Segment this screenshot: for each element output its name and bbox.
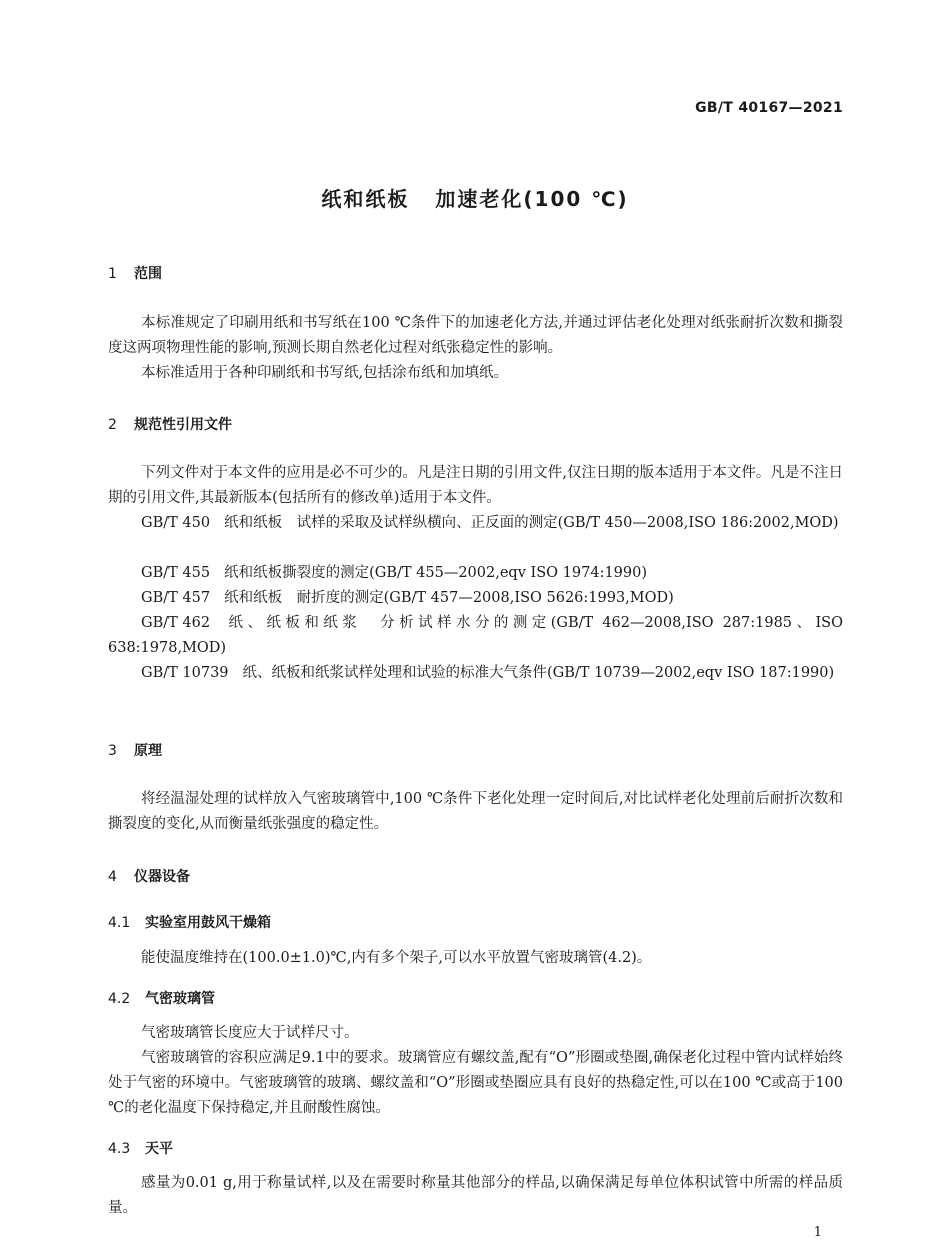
reference-code: GB/T 450 (141, 515, 211, 531)
section-title: 原理 (134, 743, 162, 759)
section-2-heading (108, 414, 232, 434)
reference-item (108, 561, 843, 586)
standard-number-header: GB/T 40167—2021 (695, 100, 843, 116)
subsection-4-2-heading (108, 988, 215, 1008)
reference-code: GB/T 455 (141, 565, 211, 581)
reference-text: 纸和纸板 耐折度的测定(GB/T 457—2008,ISO 5626:1993,MOD) (224, 590, 674, 606)
subsection-title: 气密玻璃管 (145, 991, 215, 1007)
reference-code: GB/T 457 (141, 590, 211, 606)
section-title: 范围 (134, 266, 162, 282)
section-3-paragraph-1: 将经温湿处理的试样放入气密玻璃管中,100 ℃条件下老化处理一定时间后,对比试样老化处理前后耐折次数和撕裂度的变化,从而衡量纸张强度的稳定性。 (108, 791, 843, 832)
section-4-heading (108, 866, 190, 886)
subsection-4-3-heading (108, 1138, 173, 1158)
subsection-4-1-heading (108, 912, 271, 932)
reference-text: 纸和纸板 试样的采取及试样纵横向、正反面的测定(GB/T 450—2008,ISO 186:2002,MOD) (224, 515, 839, 531)
subsection-number: 4.1 (108, 915, 131, 931)
section-number: 3 (108, 743, 117, 759)
section-1-heading (108, 263, 162, 283)
section-number: 2 (108, 417, 117, 433)
section-title: 规范性引用文件 (134, 417, 232, 433)
reference-item (108, 611, 843, 661)
title-part-1: 纸和纸板 (321, 187, 410, 211)
subsection-number: 4.2 (108, 991, 131, 1007)
reference-item (108, 661, 843, 686)
reference-text: 纸和纸板撕裂度的测定(GB/T 455—2002,eqv ISO 1974:1990) (224, 565, 648, 581)
section-1-paragraph-2: 本标准适用于各种印刷纸和书写纸,包括涂布纸和加填纸。 (141, 365, 509, 381)
reference-text: 纸、纸板和纸浆 分析试样水分的测定(GB/T 462—2008,ISO 287:1985、ISO 638:1978,MOD) (108, 615, 843, 656)
reference-code: GB/T 10739 (141, 665, 229, 681)
section-number: 1 (108, 266, 117, 282)
section-title: 仪器设备 (134, 869, 190, 885)
subsection-4-3-paragraph: 感量为0.01 g,用于称量试样,以及在需要时称量其他部分的样品,以确保满足每单位体积试管中所需的样品质量。 (108, 1175, 843, 1216)
reference-code: GB/T 462 (141, 615, 211, 631)
section-number: 4 (108, 869, 117, 885)
section-1-paragraph-1: 本标准规定了印刷用纸和书写纸在100 ℃条件下的加速老化方法,并通过评估老化处理对纸张耐折次数和撕裂度这两项物理性能的影响,预测长期自然老化过程对纸张稳定性的影响。 (108, 315, 843, 356)
section-2-paragraph-1: 下列文件对于本文件的应用是必不可少的。凡是注日期的引用文件,仅注日期的版本适用于本文件。凡是不注日期的引用文件,其最新版本(包括所有的修改单)适用于本文件。 (108, 465, 843, 506)
subsection-4-2-paragraph-2: 气密玻璃管的容积应满足9.1中的要求。玻璃管应有螺纹盖,配有“O”形圈或垫圈,确保老化过程中管内试样始终处于气密的环境中。气密玻璃管的玻璃、螺纹盖和“O”形圈或垫圈应具有良好的热稳定性,可以在100 ℃或高于100 ℃的老化温度下保持稳定,并且耐酸性腐蚀。 (108, 1050, 843, 1116)
subsection-title: 实验室用鼓风干燥箱 (145, 915, 271, 931)
subsection-title: 天平 (145, 1141, 173, 1157)
reference-item (108, 586, 843, 611)
page-number: 1 (813, 1225, 822, 1240)
title-part-2: 加速老化(100 ℃) (435, 187, 629, 211)
reference-text: 纸、纸板和纸浆试样处理和试验的标准大气条件(GB/T 10739—2002,eqv ISO 187:1990) (242, 665, 835, 681)
section-3-heading (108, 740, 162, 760)
subsection-4-1-paragraph: 能使温度维持在(100.0±1.0)℃,内有多个架子,可以水平放置气密玻璃管(4.2)。 (141, 950, 652, 966)
subsection-number: 4.3 (108, 1141, 131, 1157)
subsection-4-2-paragraph-1: 气密玻璃管长度应大于试样尺寸。 (141, 1025, 359, 1041)
reference-item (108, 511, 843, 536)
document-title (0, 183, 950, 212)
